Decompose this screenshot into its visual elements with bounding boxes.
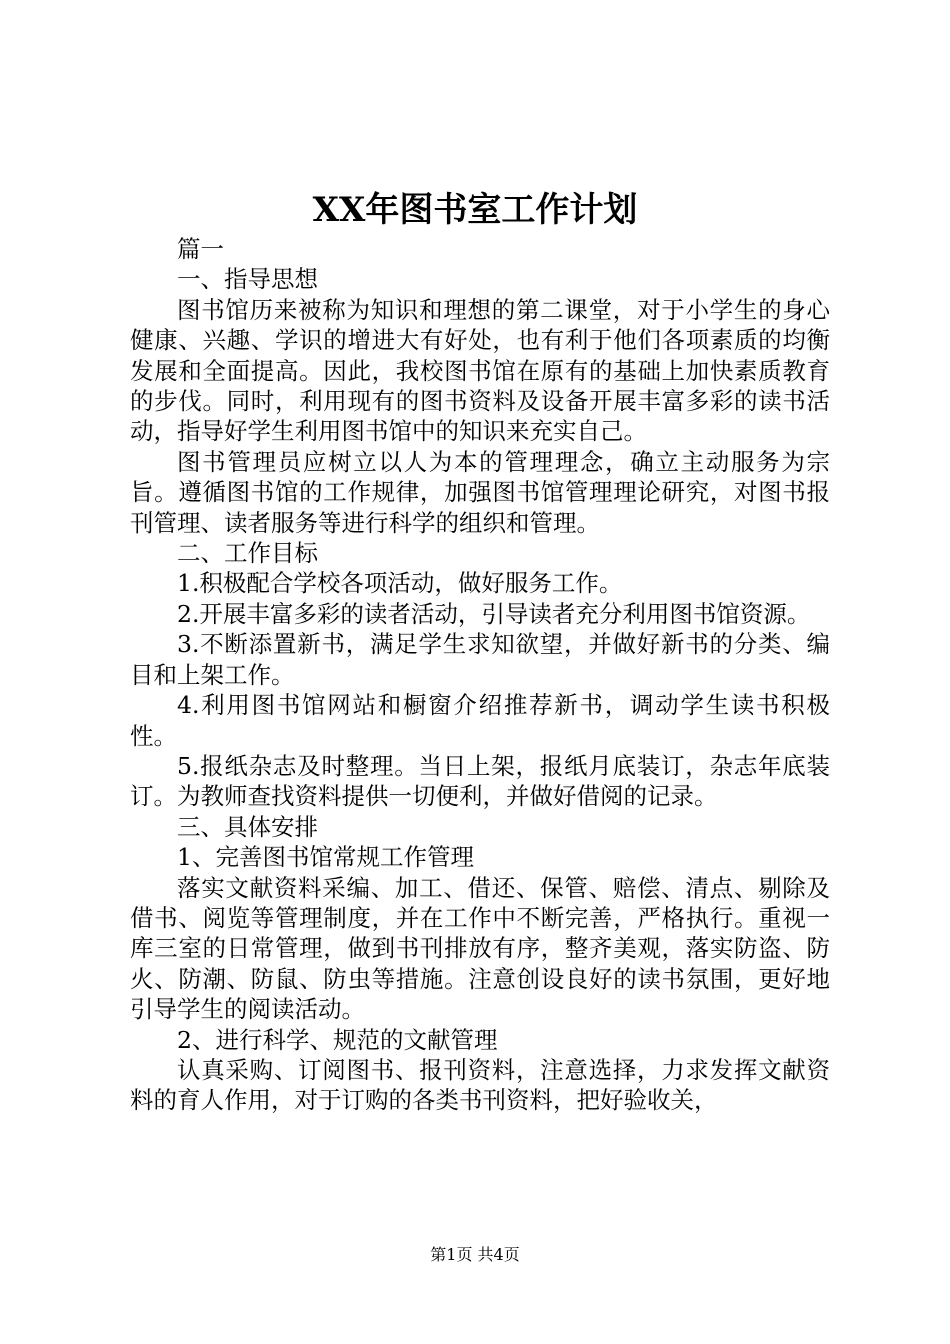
list-item: 2.开展丰富多彩的读者活动，引导读者充分利用图书馆资源。 bbox=[177, 599, 811, 628]
subheading: 2、进行科学、规范的文献管理 bbox=[177, 1025, 498, 1054]
subheading: 1、完善图书馆常规工作管理 bbox=[177, 843, 474, 872]
paragraph: 落实文献资料采编、加工、借还、保管、赔偿、清点、剔除及借书、阅览等管理制度，并在工作中不断完善，严格执行。重视一库三室的日常管理，做到书刊排放有序，整齐美观，落实防盗、防火、防潮、防鼠、防虫等措施。注意创设良好的读书氛围，更好地引导学生的阅读活动。 bbox=[130, 873, 830, 1024]
heading-specific-arrangements: 三、具体安排 bbox=[177, 812, 318, 841]
document-body bbox=[130, 234, 830, 1116]
paragraph: 图书管理员应树立以人为本的管理理念，确立主动服务为宗旨。遵循图书馆的工作规律，加强图书馆管理理论研究，对图书报刊管理、读者服务等进行科学的组织和管理。 bbox=[130, 447, 830, 537]
paragraph: 认真采购、订阅图书、报刊资料，注意选择，力求发挥文献资料的育人作用，对于订购的各类书刊资料，把好验收关， bbox=[130, 1055, 830, 1115]
list-item: 1.积极配合学校各项活动，做好服务工作。 bbox=[177, 569, 623, 598]
page-footer: 第1页 共4页 bbox=[430, 1245, 520, 1264]
heading-guiding-ideology: 一、指导思想 bbox=[177, 265, 318, 294]
section-label: 篇一 bbox=[177, 235, 224, 263]
heading-work-goals: 二、工作目标 bbox=[177, 539, 318, 568]
list-item: 3.不断添置新书，满足学生求知欲望，并做好新书的分类、编目和上架工作。 bbox=[130, 630, 830, 689]
paragraph: 图书馆历来被称为知识和理想的第二课堂，对于小学生的身心健康、兴趣、学识的增进大有好处，也有利于他们各项素质的均衡发展和全面提高。因此，我校图书馆在原有的基础上加快素质教育的步伐。同时，利用现有的图书资料及设备开展丰富多彩的读书活动，指导好学生利用图书馆中的知识来充实自己。 bbox=[130, 295, 830, 446]
document-title: XX年图书室工作计划 bbox=[312, 190, 638, 230]
list-item: 4.利用图书馆网站和橱窗介绍推荐新书，调动学生读书积极性。 bbox=[130, 691, 830, 750]
list-item: 5.报纸杂志及时整理。当日上架，报纸月底装订，杂志年底装订。为教师查找资料提供一切便利，并做好借阅的记录。 bbox=[130, 751, 830, 811]
